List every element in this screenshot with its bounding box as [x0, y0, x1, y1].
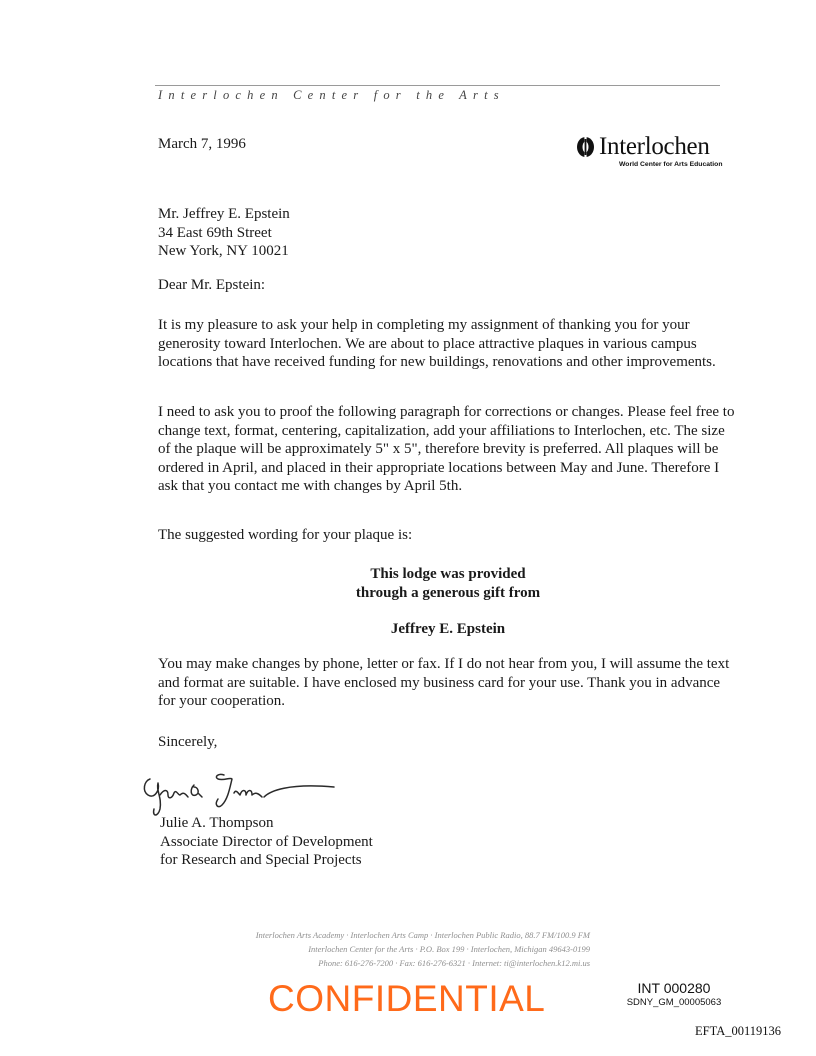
body-paragraph-1: It is my pleasure to ask your help in completing my assignment of thanking you for your generosity toward Interlochen. We are about to place attractive plaques in various campus locations that have received funding for new buildings, renovations and other improvements. — [158, 317, 716, 371]
recipient-city: New York, NY 10021 — [158, 243, 289, 260]
salutation: Dear Mr. Epstein: — [158, 277, 266, 293]
footer-line-3: Phone: 616-276-7200 · Fax: 616-276-6321 · Internet: ti@interlochen.k12.mi.us — [318, 958, 590, 968]
letter-date: March 7, 1996 — [158, 136, 246, 152]
bates-number-sdny: SDNY_GM_00005063 — [626, 997, 722, 1008]
footer-line-1: Interlochen Arts Academy · Interlochen Arts Camp · Interlochen Public Radio, 88.7 FM/100.9 FM — [255, 930, 590, 940]
header-rule — [155, 85, 720, 86]
signer-title-2: for Research and Special Projects — [160, 852, 362, 869]
letterhead-banner: Interlochen Center for the Arts — [158, 88, 505, 102]
plaque-wording — [158, 565, 738, 603]
body-paragraph-2: I need to ask you to proof the following paragraph for corrections or changes. Please feel free to change text, format, centering, capitalization, add your affiliations to Interlochen, etc. The size of the plaque will be approximately 5" x 5", therefore brevity is preferred. All plaques will be ordered in April, and placed in their appropriate locations between May and June. Therefore I ask that you contact me with changes by April 5th. — [158, 404, 735, 495]
efta-number: EFTA_00119136 — [695, 1024, 782, 1038]
footer-line-2: Interlochen Center for the Arts · P.O. Box 199 · Interlochen, Michigan 49643-0199 — [308, 944, 590, 954]
body-paragraph-3: The suggested wording for your plaque is: — [158, 527, 413, 543]
plaque-line-2: through a generous gift from — [355, 585, 541, 601]
logo-wordmark: Interlochen — [599, 133, 710, 160]
valediction: Sincerely, — [158, 734, 218, 750]
body-paragraph-4: You may make changes by phone, letter or fax. If I do not hear from you, I will assume the text and format are suitable. I have enclosed my business card for your use. Thank you in advance for your cooperation. — [158, 656, 730, 710]
bates-number-int: INT 000280 — [637, 980, 711, 996]
signer-name: Julie A. Thompson — [160, 815, 274, 831]
interlochen-logo-icon — [576, 136, 595, 158]
plaque-line-1: This lodge was provided — [370, 566, 526, 582]
interlochen-logo — [576, 134, 722, 168]
logo-tagline: World Center for Arts Education — [619, 161, 723, 168]
signature-block — [160, 814, 373, 870]
recipient-street: 34 East 69th Street — [158, 224, 272, 241]
recipient-address — [158, 205, 290, 261]
recipient-name: Mr. Jeffrey E. Epstein — [158, 206, 290, 222]
plaque-line-3: Jeffrey E. Epstein — [390, 621, 506, 637]
signer-title-1: Associate Director of Development — [160, 833, 373, 850]
confidential-stamp: CONFIDENTIAL — [268, 978, 546, 1019]
